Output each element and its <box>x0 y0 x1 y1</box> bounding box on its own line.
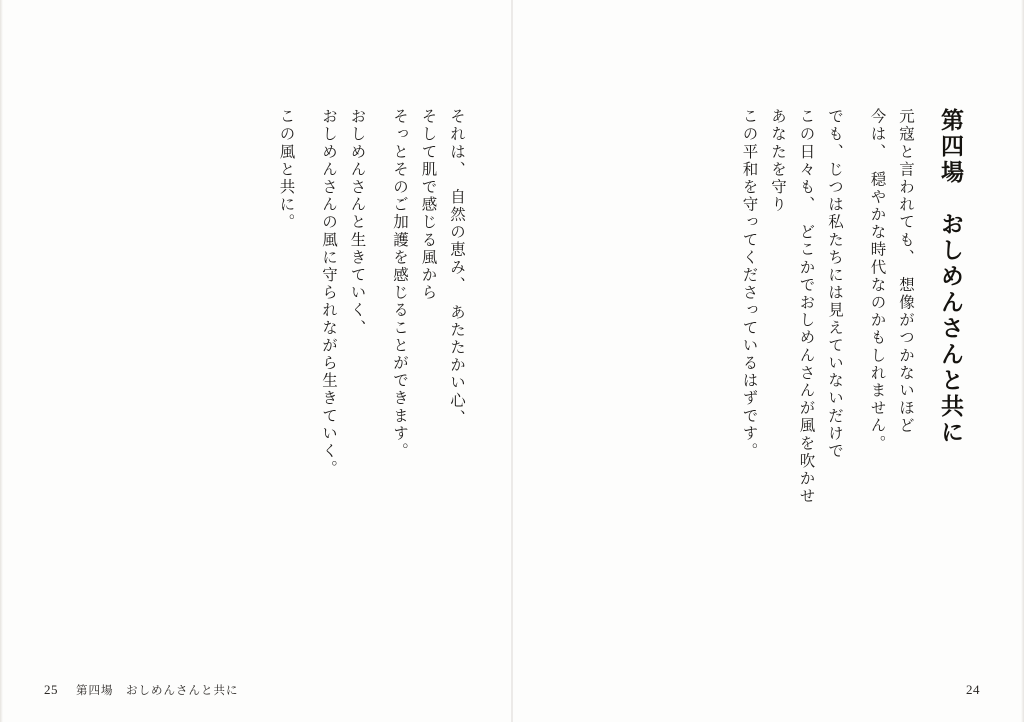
body-line: おしめんさんと生きていく、 <box>348 108 366 337</box>
body-line: この風と共に。 <box>277 108 295 232</box>
page-right <box>512 0 1024 722</box>
body-line: 今は、 穏やかな時代なのかもしれません。 <box>868 108 886 453</box>
running-head: 第四場 おしめんさんと共に <box>76 685 239 697</box>
body-line: あなたを守り <box>769 108 786 214</box>
body-line: そして肌で感じる風から <box>419 108 437 302</box>
page-left-text-block <box>40 108 464 628</box>
body-line: 元寇と言われても、 想像がつかないほど <box>897 108 914 435</box>
page-number-right: 24 <box>966 682 980 697</box>
page-right-text-block <box>548 108 962 628</box>
body-line: おしめんさんの風に守られながら生きていく。 <box>320 108 337 478</box>
body-line: でも、じつは私たちには見えていないだけで <box>826 108 843 460</box>
page-number-left: 25 <box>44 682 58 697</box>
body-line: そっとそのご加護を感じることができます。 <box>391 108 408 460</box>
body-line: この日々も、 どこかでおしめんさんが風を吹かせ <box>797 108 815 506</box>
body-line: それは、 自然の恵み、 あたたかい心、 <box>448 108 465 427</box>
chapter-heading: 第四場 おしめんさんと共に <box>938 108 963 446</box>
body-line: この平和を守ってくださっているはずです。 <box>740 108 758 460</box>
footer-left <box>44 682 239 698</box>
